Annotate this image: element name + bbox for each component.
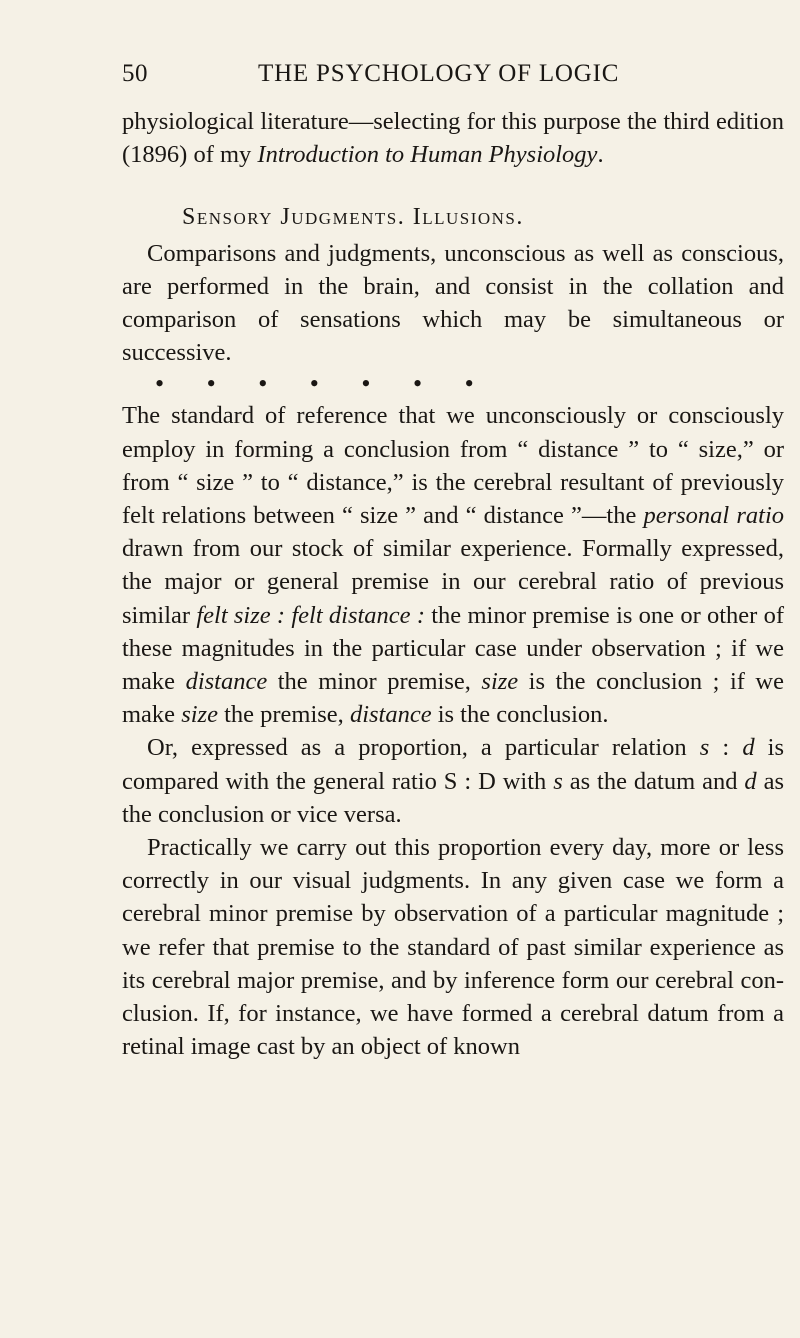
text-run: Comparisons and judgments, unconscious as well as conscious, are performed in the brain, and consist in the collation and comparison of sensations which may be simultaneous or successive. — [122, 239, 784, 367]
text-run: as the conclusion or vice versa. — [122, 767, 785, 828]
italic-text: size — [481, 668, 519, 696]
italic-text: d — [742, 734, 755, 762]
italic-text: Introduction to Human Physiology — [257, 141, 598, 169]
italic-text: s — [699, 734, 710, 762]
section-heading: Sensory Judgments. Illusions. — [182, 204, 524, 231]
paragraph — [122, 237, 784, 370]
body-text — [122, 105, 784, 1063]
text-run: the minor premise, — [267, 668, 482, 696]
running-header — [122, 60, 666, 96]
text-run: is the conclusion ; if we make — [122, 668, 784, 729]
page-number: 50 — [122, 60, 148, 87]
text-run: Practically we carry out this proportion every day, more or less correctly in our visual judgments. In any given case we form a cerebral minor premise by observation of a particular magnitude ; we refer that premise to the standard of past similar experience as its cerebral major premise, and by inference form our cerebral conclusion. If, for instance, we have formed a cerebral datum from a retinal image cast by an object of known — [122, 834, 784, 1061]
paragraph — [122, 105, 784, 171]
italic-text: s — [553, 767, 563, 795]
text-run: physiological literature—selecting for this purpose the third edition (1896) of my — [122, 108, 784, 169]
italic-text: felt size : felt distance : — [196, 601, 425, 629]
text-run: drawn from our stock of similar experience. Formally expressed, the major or general premise in our cerebral ratio of previous similar — [122, 535, 784, 629]
text-run: . — [597, 141, 604, 169]
text-run: as the datum and — [562, 767, 745, 795]
italic-text: d — [744, 767, 757, 795]
text-run: the premise, — [217, 701, 350, 729]
text-run: is the conclusion. — [431, 701, 609, 729]
ellipsis-dots: • • • • • • • — [155, 369, 474, 399]
text-run: : — [709, 734, 743, 762]
paragraph — [122, 831, 784, 1063]
text-run: is compared with the general ratio S : D with — [122, 734, 784, 795]
paragraph — [122, 399, 784, 731]
text-run: The standard of reference that we unconsciously or consciously employ in forming a conclusion from “ distance ” to “ size,” or from “ size ” to “ distance,” is the cerebral resultant of previously felt relations between “ size ” and “ distance ”—the — [122, 402, 784, 530]
italic-text: size — [181, 701, 218, 729]
italic-text: distance — [349, 701, 432, 729]
text-run: Or, expressed as a proportion, a particular relation — [147, 734, 700, 762]
running-title: THE PSYCHOLOGY OF LOGIC — [258, 60, 620, 87]
italic-text: personal ratio — [643, 502, 785, 530]
text-run: the minor premise is one or other of these magnitudes in the particular case under observation ; if we make — [122, 601, 785, 696]
italic-text: distance — [185, 668, 268, 696]
paragraph — [122, 731, 784, 831]
